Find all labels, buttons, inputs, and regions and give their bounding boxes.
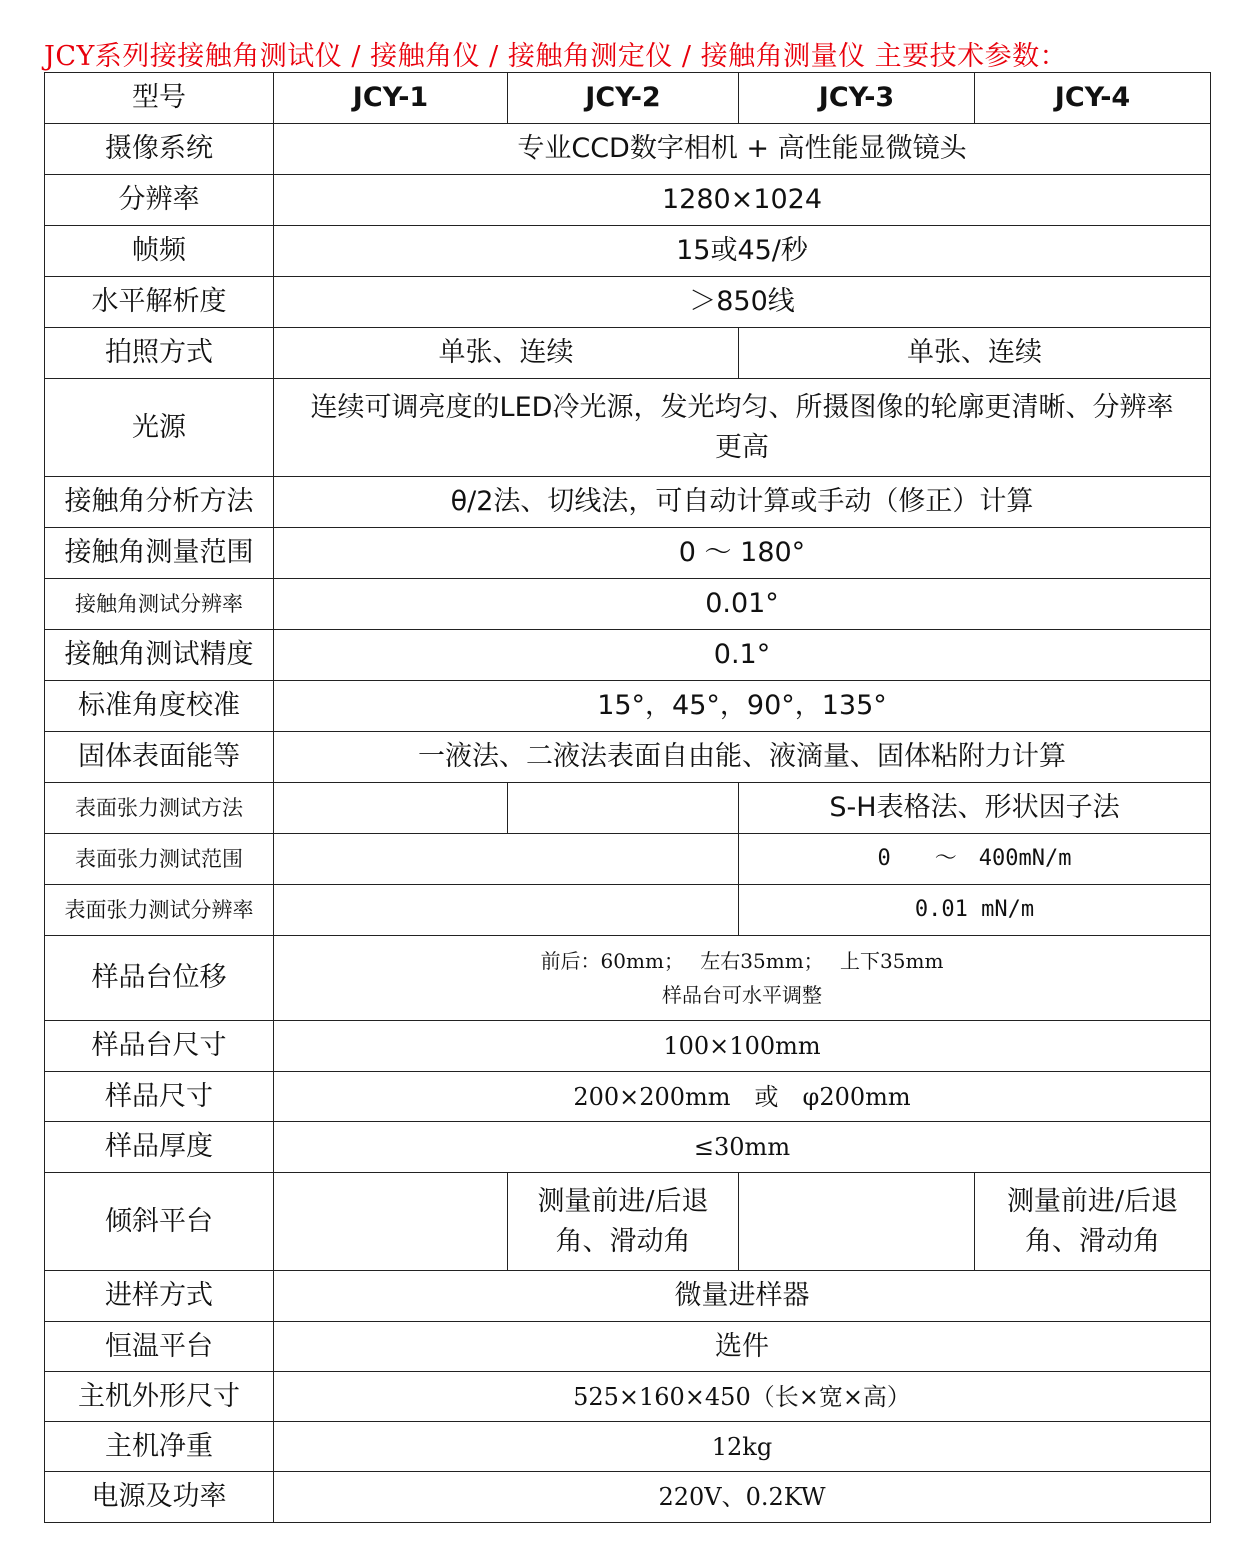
- row-value-horizontal-res: ＞850线: [274, 277, 1211, 328]
- row-value-sample-thickness: ≤30mm: [274, 1122, 1211, 1173]
- row-value-light-source: [274, 379, 1211, 477]
- table-row: [45, 885, 1211, 936]
- row-value-resolution: 1280×1024: [274, 175, 1211, 226]
- row-value-sample-size: 200×200mm 或 φ200mm: [274, 1072, 1211, 1122]
- row-value-tilt-platform-jcy-4: [975, 1173, 1211, 1271]
- row-label-test-accuracy: 接触角测试精度: [45, 630, 274, 681]
- row-value-stage-size: 100×100mm: [274, 1021, 1211, 1072]
- table-row: [45, 1021, 1211, 1072]
- row-label-tension-resolution: 表面张力测试分辨率: [45, 885, 274, 936]
- model-jcy-4: JCY-4: [975, 73, 1211, 124]
- row-label-horizontal-res: 水平解析度: [45, 277, 274, 328]
- empty-cell: [508, 783, 739, 834]
- row-label-thermostat: 恒温平台: [45, 1322, 274, 1372]
- row-label-tilt-platform: 倾斜平台: [45, 1173, 274, 1271]
- stage-travel-line-2: 样品台可水平调整: [662, 983, 822, 1007]
- tilt-line-2: 角、滑动角: [555, 1225, 691, 1257]
- row-value-calibration: 15°，45°，90°，135°: [274, 681, 1211, 732]
- row-label-weight: 主机净重: [45, 1422, 274, 1472]
- table-row: [45, 1372, 1211, 1422]
- table-row: [45, 528, 1211, 579]
- row-label-sample-thickness: 样品厚度: [45, 1122, 274, 1173]
- row-value-surface-energy: 一液法、二液法表面自由能、液滴量、固体粘附力计算: [274, 732, 1211, 783]
- model-jcy-3: JCY-3: [739, 73, 975, 124]
- spec-table: [44, 72, 1211, 1523]
- table-row: [45, 477, 1211, 528]
- row-label-stage-size: 样品台尺寸: [45, 1021, 274, 1072]
- row-label-frame-rate: 帧频: [45, 226, 274, 277]
- table-row: [45, 630, 1211, 681]
- tilt-line-1: 测量前进/后退: [537, 1185, 709, 1217]
- model-jcy-2: JCY-2: [508, 73, 739, 124]
- row-label-camera: 摄像系统: [45, 124, 274, 175]
- row-label-tension-range: 表面张力测试范围: [45, 834, 274, 885]
- table-row: [45, 1271, 1211, 1322]
- table-row: [45, 1072, 1211, 1122]
- row-value-stage-travel: [274, 936, 1211, 1021]
- table-row: [45, 175, 1211, 226]
- row-value-capture-mode-b: 单张、连续: [739, 328, 1211, 379]
- row-value-tension-method: S-H表格法、形状因子法: [739, 783, 1211, 834]
- row-value-thermostat: 选件: [274, 1322, 1211, 1372]
- empty-cell: [274, 783, 508, 834]
- page-title: JCY系列接接触角测试仪 / 接触角仪 / 接触角测定仪 / 接触角测量仪 主要技术参数：: [44, 41, 1068, 72]
- table-row: [45, 579, 1211, 630]
- stage-travel-line-1: 前后：60mm； 左右35mm； 上下35mm: [540, 949, 944, 973]
- row-value-power: 220V、0.2KW: [274, 1472, 1211, 1523]
- row-value-camera: 专业CCD数字相机 + 高性能显微镜头: [274, 124, 1211, 175]
- table-row: [45, 124, 1211, 175]
- table-row-header: [45, 73, 1211, 124]
- row-value-injection: 微量进样器: [274, 1271, 1211, 1322]
- table-row: [45, 379, 1211, 477]
- row-label-surface-energy: 固体表面能等: [45, 732, 274, 783]
- row-label-resolution: 分辨率: [45, 175, 274, 226]
- empty-cell: [274, 885, 739, 936]
- table-row: [45, 834, 1211, 885]
- row-value-capture-mode-a: 单张、连续: [274, 328, 739, 379]
- row-label-capture-mode: 拍照方式: [45, 328, 274, 379]
- table-row: [45, 681, 1211, 732]
- table-row: [45, 1422, 1211, 1472]
- table-row: [45, 783, 1211, 834]
- table-row: [45, 1472, 1211, 1523]
- model-jcy-1: JCY-1: [274, 73, 508, 124]
- empty-cell: [274, 1173, 508, 1271]
- table-row: [45, 1122, 1211, 1173]
- header-label: 型号: [45, 73, 274, 124]
- row-value-measure-range: 0 ～ 180°: [274, 528, 1211, 579]
- row-label-measure-range: 接触角测量范围: [45, 528, 274, 579]
- empty-cell: [739, 1173, 975, 1271]
- row-label-sample-size: 样品尺寸: [45, 1072, 274, 1122]
- row-label-power: 电源及功率: [45, 1472, 274, 1523]
- row-value-weight: 12kg: [274, 1422, 1211, 1472]
- light-source-line-1: 连续可调亮度的LED冷光源，发光均匀、所摄图像的轮廓更清晰、分辨率: [310, 391, 1174, 423]
- empty-cell: [274, 834, 739, 885]
- row-value-test-resolution: 0.01°: [274, 579, 1211, 630]
- table-row: [45, 936, 1211, 1021]
- tilt-line-1: 测量前进/后退: [1006, 1185, 1179, 1217]
- row-label-injection: 进样方式: [45, 1271, 274, 1322]
- tilt-line-2: 角、滑动角: [1025, 1225, 1160, 1257]
- row-value-tilt-platform-jcy-2: [508, 1173, 739, 1271]
- row-label-stage-travel: 样品台位移: [45, 936, 274, 1021]
- row-value-tension-resolution: 0.01 mN/m: [739, 885, 1211, 936]
- row-value-dimensions: 525×160×450（长×宽×高）: [274, 1372, 1211, 1422]
- row-value-test-accuracy: 0.1°: [274, 630, 1211, 681]
- row-label-analysis-method: 接触角分析方法: [45, 477, 274, 528]
- table-row: [45, 226, 1211, 277]
- row-value-frame-rate: 15或45/秒: [274, 226, 1211, 277]
- row-label-calibration: 标准角度校准: [45, 681, 274, 732]
- table-row: [45, 328, 1211, 379]
- light-source-line-2: 更高: [715, 431, 769, 463]
- table-row: [45, 732, 1211, 783]
- row-label-light-source: 光源: [45, 379, 274, 477]
- table-row: [45, 1173, 1211, 1271]
- row-value-analysis-method: θ/2法、切线法，可自动计算或手动（修正）计算: [274, 477, 1211, 528]
- row-label-dimensions: 主机外形尺寸: [45, 1372, 274, 1422]
- row-value-tension-range: 0 ～ 400mN/m: [739, 834, 1211, 885]
- table-row: [45, 277, 1211, 328]
- row-label-tension-method: 表面张力测试方法: [45, 783, 274, 834]
- row-label-test-resolution: 接触角测试分辨率: [45, 579, 274, 630]
- table-row: [45, 1322, 1211, 1372]
